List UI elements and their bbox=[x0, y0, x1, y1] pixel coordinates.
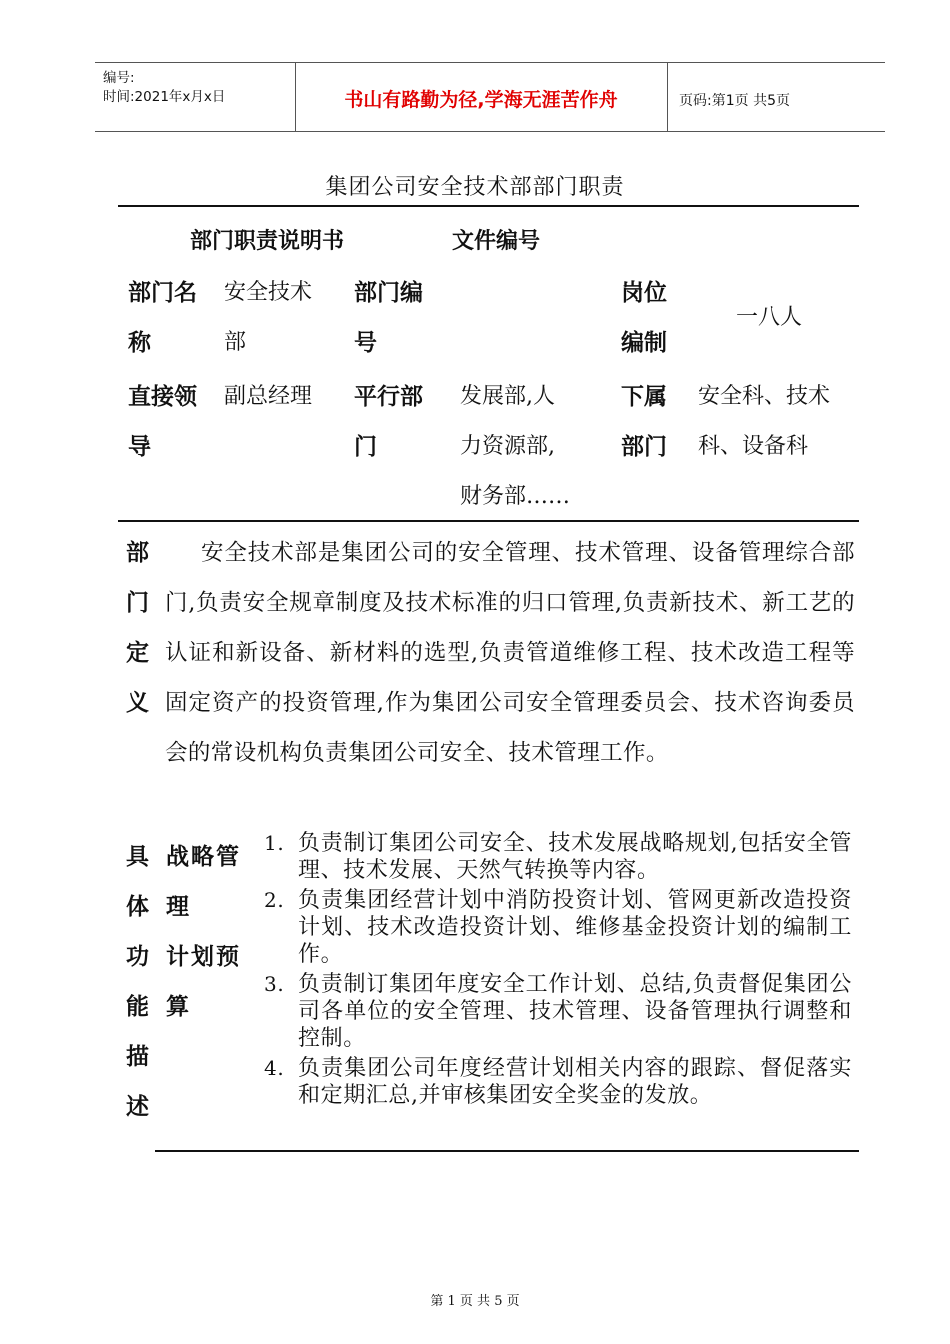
file-number-label: 文件编号 bbox=[452, 229, 541, 254]
item-text: 负责集团经营计划中消防投资计划、管网更新改造投资计划、技术改造投资计划、维修基金投资计划的编制工作。 bbox=[298, 888, 852, 967]
doc-number-label: 编号: bbox=[103, 70, 135, 86]
item-number: 3. bbox=[264, 972, 285, 996]
divider bbox=[118, 205, 859, 207]
list-item bbox=[264, 971, 852, 1052]
staffing-label: 岗位 编制 bbox=[621, 280, 667, 356]
divider bbox=[118, 520, 859, 522]
divider bbox=[155, 1150, 859, 1152]
page-indicator: 页码:第1页 共5页 bbox=[679, 93, 790, 109]
dept-name-label: 部门名 称 bbox=[128, 280, 197, 356]
spec-title: 部门职责说明书 bbox=[190, 229, 345, 254]
page-header bbox=[95, 62, 885, 132]
parallel-dept-value: 发展部,人 力资源部, 财务部…… bbox=[460, 384, 571, 509]
definition-label: 部 门 定 义 bbox=[126, 540, 149, 716]
header-motto: 书山有路勤为径,学海无涯苦作舟 bbox=[344, 89, 618, 111]
item-text: 负责制订集团公司安全、技术发展战略规划,包括安全管理、技术发展、天然气转换等内容。 bbox=[298, 831, 852, 883]
functions-list bbox=[264, 830, 852, 1112]
dept-number-label: 部门编 号 bbox=[354, 280, 423, 356]
document-title: 集团公司安全技术部部门职责 bbox=[325, 175, 625, 200]
list-item bbox=[264, 887, 852, 968]
subordinate-dept-label: 下属 部门 bbox=[621, 384, 667, 460]
list-item bbox=[264, 1055, 852, 1109]
item-text: 负责集团公司年度经营计划相关内容的跟踪、督促落实和定期汇总,并审核集团安全奖金的发放。 bbox=[298, 1056, 852, 1108]
subordinate-dept-value: 安全科、技术 科、设备科 bbox=[698, 384, 831, 459]
page-footer: 第 1 页 共 5 页 bbox=[430, 1294, 520, 1309]
dept-name-value: 安全技术 部 bbox=[224, 280, 313, 355]
direct-leader-label: 直接领 导 bbox=[128, 384, 197, 460]
item-text: 负责制订集团年度安全工作计划、总结,负责督促集团公司各单位的安全管理、技术管理、设备管理执行调整和控制。 bbox=[298, 972, 852, 1051]
parallel-dept-label: 平行部 门 bbox=[354, 384, 423, 460]
header-divider bbox=[667, 63, 668, 131]
list-item bbox=[264, 830, 852, 884]
item-number: 2. bbox=[264, 888, 285, 912]
doc-time-label: 时间:2021年x月x日 bbox=[103, 89, 226, 105]
functions-label: 具 体 功 能 描 述 bbox=[126, 844, 149, 1120]
definition-text: 安全技术部是集团公司的安全管理、技术管理、设备管理综合部门,负责安全规章制度及技术标准的归口管理,负责新技术、新工艺的认证和新设备、新材料的选型,负责管道维修工程、技术改造工程等固定资产的投资管理,作为集团公司安全管理委员会、技术咨询委员会的常设机构负责集团公司安全、技术管理工作。 bbox=[165, 540, 855, 766]
item-number: 4. bbox=[264, 1056, 285, 1080]
direct-leader-value: 副总经理 bbox=[224, 384, 313, 409]
functions-category: 战略管 理 计划预 算 bbox=[166, 844, 241, 1020]
item-number: 1. bbox=[264, 831, 285, 855]
staffing-value: 一八人 bbox=[736, 305, 803, 330]
